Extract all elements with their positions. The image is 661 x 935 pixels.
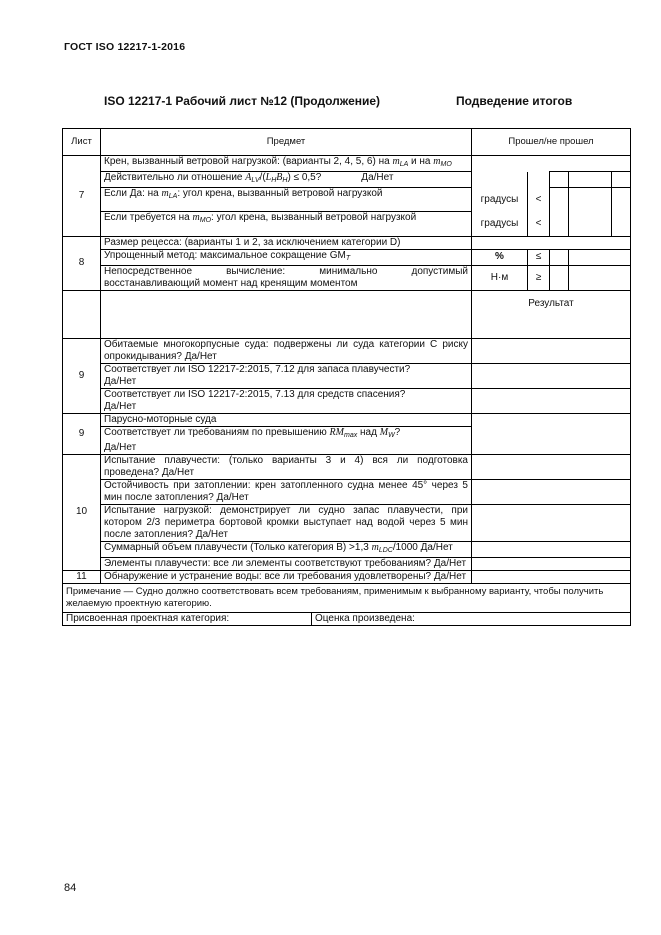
- empty-cell: [101, 290, 472, 338]
- table-row: [63, 338, 631, 363]
- yes-no-option[interactable]: Да/Нет: [104, 400, 137, 412]
- worksheet-table: [62, 128, 631, 626]
- yes-no-option[interactable]: Да/Нет: [420, 541, 453, 553]
- table-row: [63, 265, 631, 290]
- subject-cell: Суммарный объем плавучести (Только категория В) >1,3 $m_{LDC}/1000$ Да/Нет: [101, 541, 472, 557]
- result-cell[interactable]: [472, 557, 631, 570]
- sheet-number: 7: [63, 156, 101, 237]
- result-cell[interactable]: [472, 479, 631, 504]
- subject-cell: Упрощенный метод: максимальное сокращение $GM_T$: [101, 249, 472, 265]
- table-row: [63, 363, 631, 388]
- document-code: ГОСТ ISO 12217-1-2016: [64, 41, 186, 53]
- table-row: [63, 504, 631, 541]
- unit-cell: градусы градусы: [472, 188, 528, 237]
- pass-cell: [472, 236, 631, 249]
- table-row: [63, 570, 631, 583]
- subject-cell: Соответствует ли ISO 12217-2:2015, 7.13 для средств спасения? Да/Нет: [101, 388, 472, 413]
- result-cell[interactable]: [472, 388, 631, 413]
- subject-cell: Обнаружение и устранение воды: все ли требования удовлетворены? Да/Нет: [101, 570, 472, 583]
- table-row: [63, 583, 631, 612]
- col-header-subject: Предмет: [101, 129, 472, 156]
- table-row: [63, 188, 631, 212]
- empty-cell: [63, 290, 101, 338]
- assessment-label: Оценка произведена:: [315, 612, 415, 624]
- value-input[interactable]: [550, 188, 569, 237]
- col-header-list: Лист: [63, 129, 101, 156]
- worksheet-title: ISO 12217-1 Рабочий лист №12 (Продолжение): [104, 94, 381, 108]
- result-cell[interactable]: [472, 413, 631, 454]
- yes-no-option[interactable]: Да/Нет: [195, 528, 228, 540]
- pass-cell[interactable]: [569, 265, 631, 290]
- result-cell[interactable]: [472, 504, 631, 541]
- result-cell[interactable]: [472, 363, 631, 388]
- table-row: [63, 413, 631, 426]
- subject-cell: Обитаемые многокорпусные суда: подвержены ли суда категории С риску опрокидывания? Да/Нет: [101, 338, 472, 363]
- worksheet-subtitle: Подведение итогов: [456, 94, 573, 108]
- sheet-number: 10: [63, 454, 101, 570]
- yes-no-option[interactable]: Да/Нет: [184, 350, 217, 362]
- page-number: 84: [64, 882, 77, 894]
- assigned-category-field[interactable]: [63, 612, 472, 625]
- pass-cell: [472, 156, 631, 172]
- subject-cell: Испытание плавучести: (только варианты 3 и 4) вся ли подготовка проведена? Да/Нет: [101, 454, 472, 479]
- table-row: [63, 479, 631, 504]
- pass-cell[interactable]: [612, 172, 631, 188]
- pass-cell[interactable]: [569, 249, 631, 265]
- table-row: [63, 541, 631, 557]
- table-note: Примечание — Судно должно соответствовать всем требованиям, применимым к выбранному варианту, чтобы получить желаемую проектную категорию.: [63, 583, 631, 612]
- subject-cell: Испытание нагрузкой: демонстрирует ли судно запас плавучести, при котором 2/3 периметра бортовой кромки выступает над водой через 5 мин после затопления? Да/Нет: [101, 504, 472, 541]
- col-header-pass: Прошел/не прошел: [472, 129, 631, 156]
- table-row: [63, 454, 631, 479]
- subject-cell: Размер рецесса: (варианты 1 и 2, за исключением категории D): [101, 236, 472, 249]
- pass-cell: [472, 172, 528, 188]
- subject-cell: Элементы плавучести: все ли элементы соответствуют требованиям? Да/Нет: [101, 557, 472, 570]
- subject-cell: Если Да: на $m_{LA}$: угол крена, вызванный ветровой нагрузкой: [101, 188, 472, 212]
- subject-cell: Непосредственное вычисление: минимально допустимый восстанавливающий момент над кренящим моментом: [101, 265, 472, 290]
- yes-no-option[interactable]: Да/Нет: [104, 441, 137, 453]
- value-input[interactable]: [550, 265, 569, 290]
- assessment-field[interactable]: [472, 612, 631, 625]
- yes-no-option[interactable]: Да/Нет: [216, 491, 249, 503]
- operator-cell: ≥: [528, 265, 550, 290]
- subject-cell: Соответствует ли ISO 12217-2:2015, 7.12 для запаса плавучести? Да/Нет: [101, 363, 472, 388]
- result-cell[interactable]: [472, 338, 631, 363]
- pass-cell[interactable]: [569, 172, 612, 188]
- subject-cell: Действительно ли отношение $A_{LV}/(L_HB_H) \le 0,5$? Да/Нет: [101, 172, 472, 188]
- table-row: [63, 557, 631, 570]
- result-cell[interactable]: [472, 570, 631, 583]
- sheet-number: 11: [63, 570, 101, 583]
- subject-cell: Если требуется на $m_{MO}$: угол крена, вызванный ветровой нагрузкой: [101, 212, 472, 236]
- operator-cell: ≤: [528, 249, 550, 265]
- operator-cell: < <: [528, 188, 550, 237]
- pass-cell[interactable]: [612, 188, 631, 237]
- yes-no-option[interactable]: Да/Нет: [104, 375, 137, 387]
- table-row: [63, 388, 631, 413]
- sheet-number: 8: [63, 236, 101, 290]
- table-header-row: [63, 129, 631, 156]
- table-row: [63, 249, 631, 265]
- pass-cell: [528, 172, 550, 188]
- subject-cell: Крен, вызванный ветровой нагрузкой: (варианты 2, 4, 5, 6) на $m_{LA}$ и на $m_{MO}$: [101, 156, 472, 172]
- subject-cell: Остойчивость при затоплении: крен затопленного судна менее 45° через 5 мин после затопления? Да/Нет: [101, 479, 472, 504]
- subject-cell: Соответствует ли требованиям по превышению $RM_{max}$ над $M_W$? Да/Нет: [101, 426, 472, 454]
- sheet-number: 9: [63, 413, 101, 454]
- table-row: [63, 612, 631, 625]
- pass-cell[interactable]: [550, 172, 569, 188]
- yes-no-option[interactable]: Да/Нет: [433, 570, 467, 582]
- yes-no-option[interactable]: Да/Нет: [361, 172, 394, 183]
- unit-cell: %: [472, 249, 528, 265]
- table-row: [63, 290, 631, 338]
- sheet-number: 9: [63, 338, 101, 413]
- table-row: [63, 172, 631, 188]
- result-header: Результат: [472, 290, 631, 338]
- assigned-category-label: Присвоенная проектная категория:: [63, 613, 312, 625]
- yes-no-option[interactable]: Да/Нет: [161, 466, 195, 478]
- value-input[interactable]: [550, 249, 569, 265]
- table-row: [63, 236, 631, 249]
- subject-cell: Парусно-моторные суда: [101, 413, 472, 426]
- table-row: [63, 156, 631, 172]
- result-cell[interactable]: [472, 454, 631, 479]
- yes-no-option[interactable]: Да/Нет: [433, 557, 467, 569]
- result-cell[interactable]: [472, 541, 631, 557]
- pass-cell[interactable]: [569, 188, 612, 237]
- unit-cell: Н·м: [472, 265, 528, 290]
